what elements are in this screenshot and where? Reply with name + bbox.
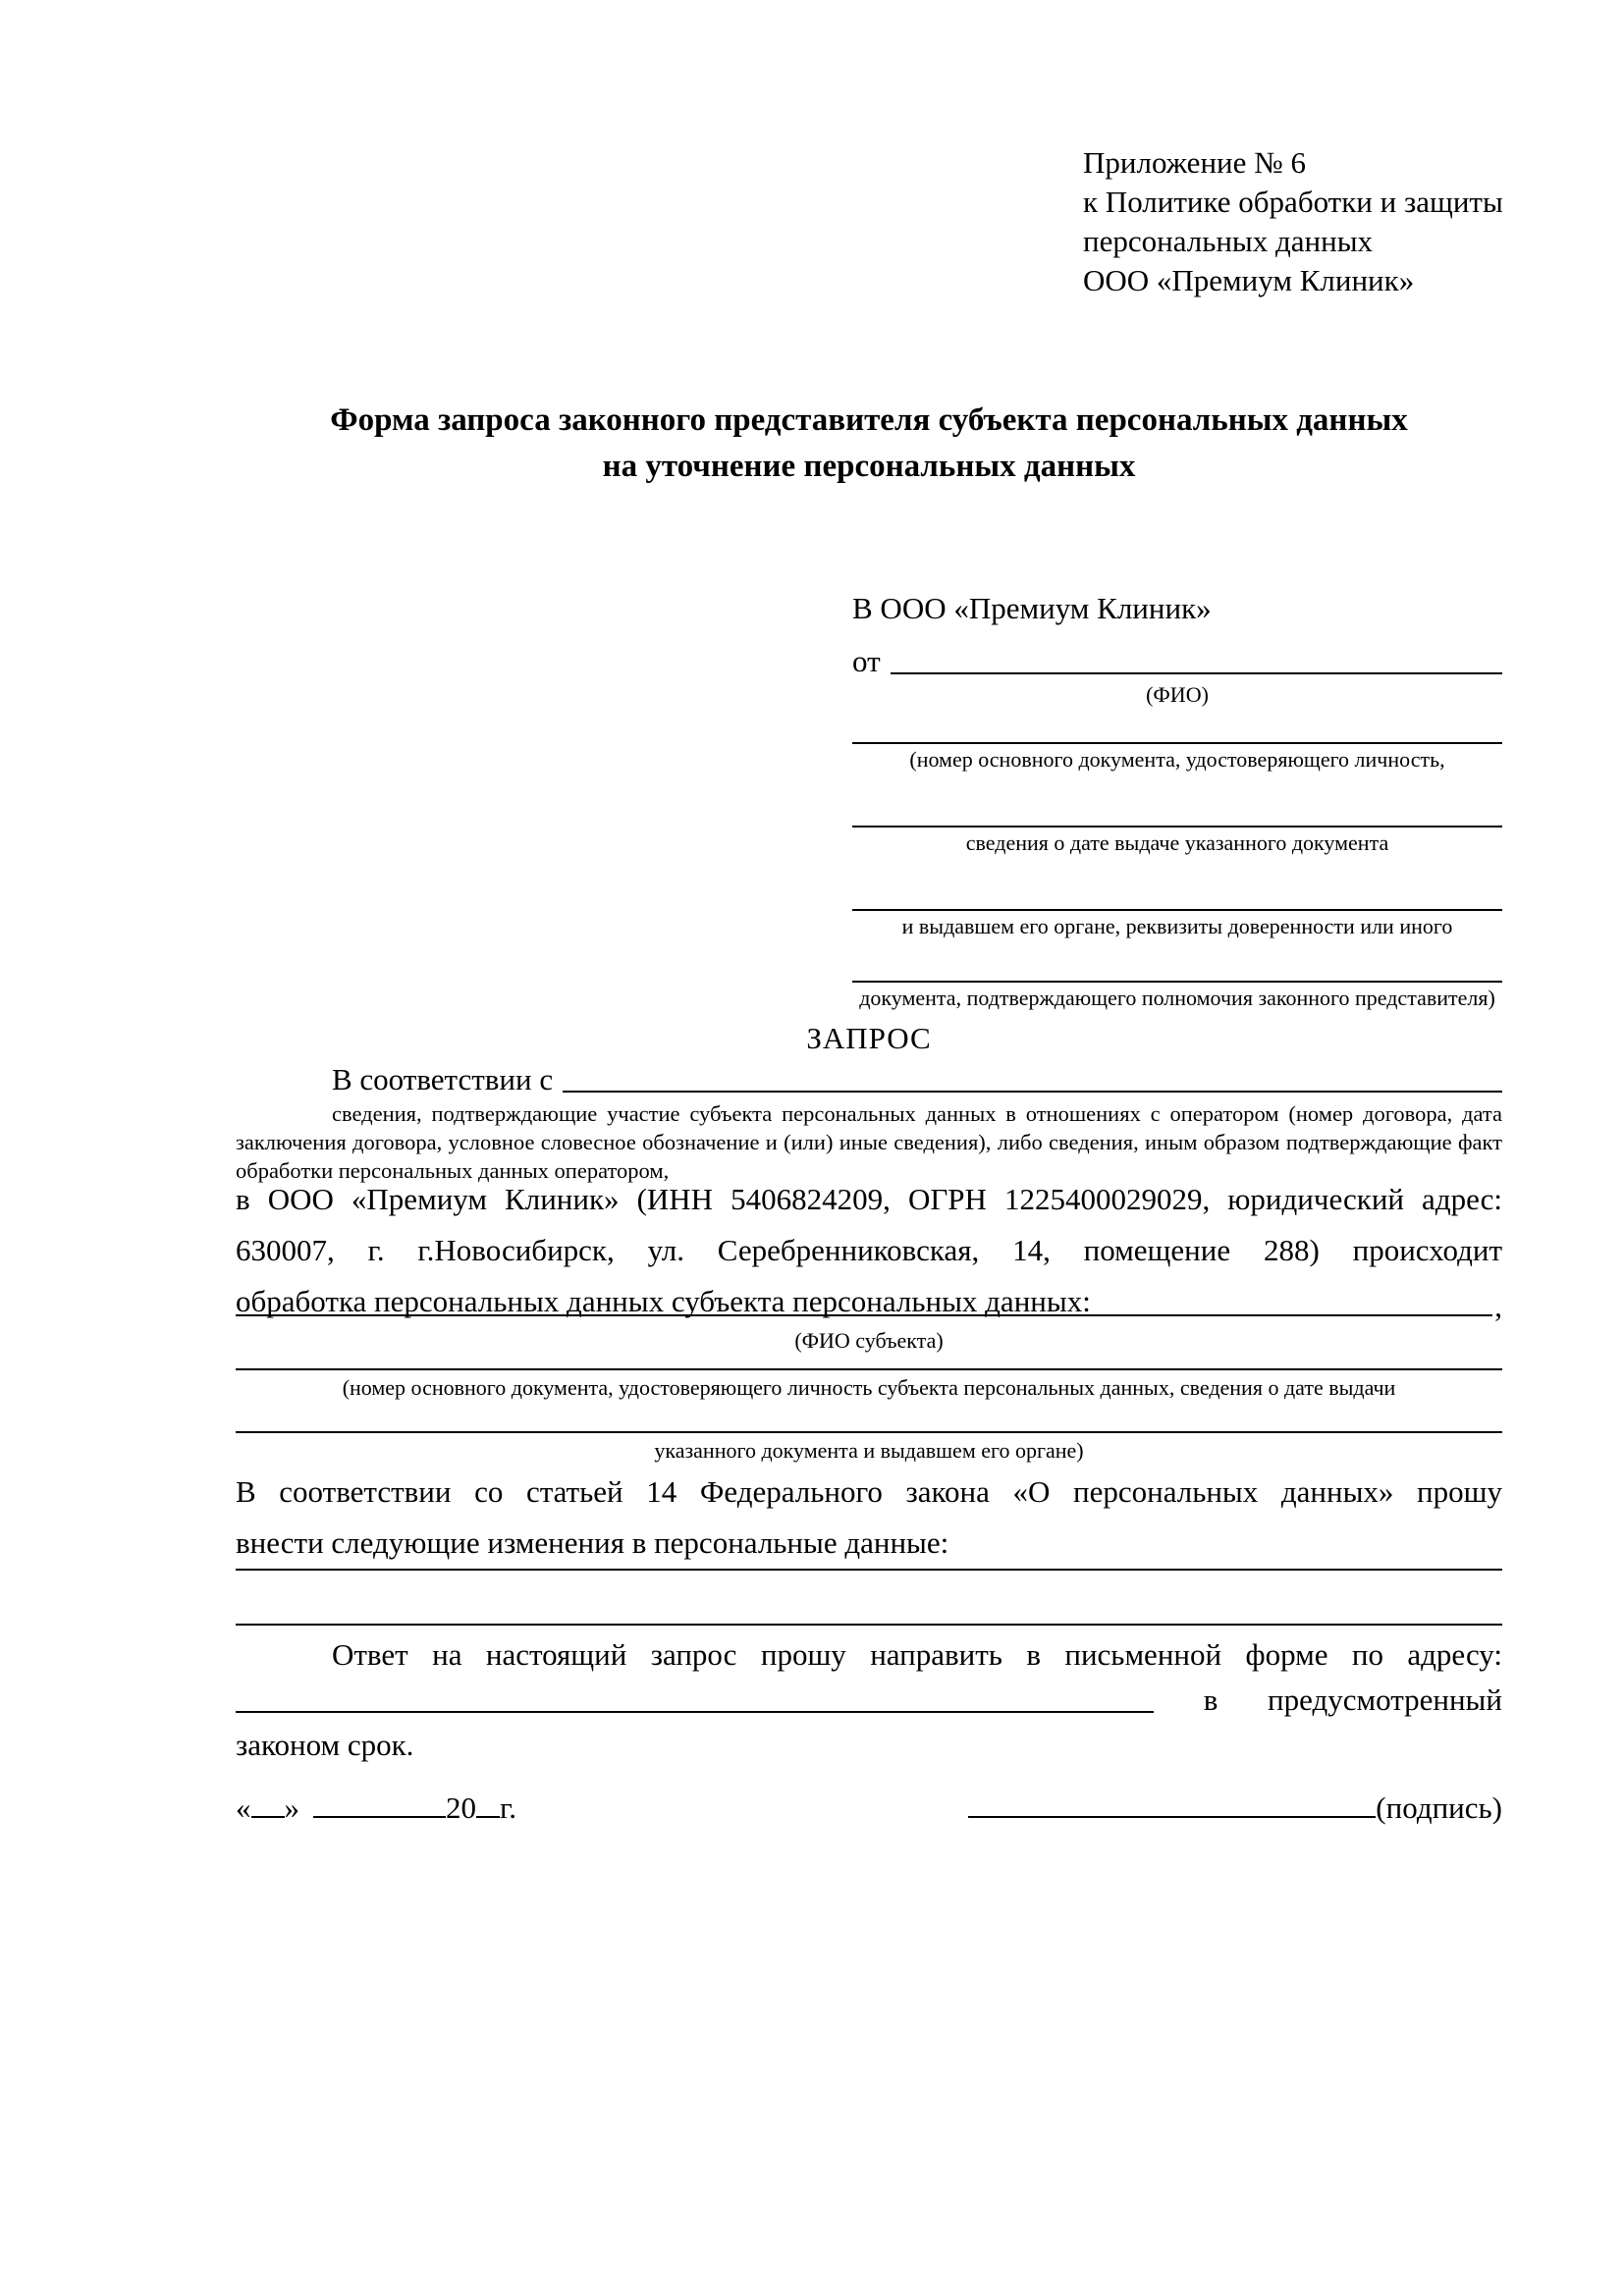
accordance-field <box>236 1054 1502 1097</box>
annex-line: ООО «Премиум Клиник» <box>1083 263 1415 297</box>
subject-doc-caption: указанного документа и выдавшем его органе) <box>654 1438 1084 1463</box>
law-line: В соответствии со статьей 14 Федерального закона «О персональных данных» прошу <box>236 1474 1502 1509</box>
signing-row <box>236 1789 1502 1828</box>
open-quote: « <box>236 1790 251 1825</box>
footnote-line: сведения, подтверждающие участие субъекта персональных данных в отношениях с оператором (номер договора, дата <box>332 1101 1502 1126</box>
annex-line: персональных данных <box>1083 224 1374 258</box>
trailing-comma: , <box>1494 1289 1502 1323</box>
from-label: от <box>852 644 881 678</box>
title-line: на уточнение персональных данных <box>602 449 1136 484</box>
blank-line <box>852 909 1502 911</box>
blank-line-caption: сведения о дате выдаче указанного документа <box>965 830 1389 855</box>
law-paragraph <box>236 1467 1502 1569</box>
addressee-organization: В ООО «Премиум Клиник» <box>852 591 1212 625</box>
from-blank-line <box>891 667 1502 674</box>
blank-line <box>852 742 1502 744</box>
signature-field <box>968 1789 1502 1828</box>
footnote-paragraph <box>236 1099 1502 1185</box>
addressee-block <box>852 589 1502 1011</box>
blank-line <box>236 1355 1502 1370</box>
annex-header <box>1083 143 1503 300</box>
signature-caption: (подпись) <box>1376 1790 1502 1825</box>
fio-caption: (ФИО) <box>1146 682 1209 707</box>
footnote-line: обработки персональных данных оператором, <box>236 1158 670 1183</box>
blank-line <box>236 1610 1502 1626</box>
blank-line <box>236 1705 1154 1713</box>
answer-line: Ответ на настоящий запрос прошу направить в письменной форме по адресу: <box>332 1637 1502 1672</box>
document-title <box>236 398 1502 490</box>
blank-signature-line <box>968 1812 1376 1818</box>
operator-line: 630007, г. г.Новосибирск, ул. Серебренниковская, 14, помещение 288) происходит <box>236 1233 1502 1267</box>
subject-fio-caption: (ФИО субъекта) <box>794 1328 944 1353</box>
blank-line <box>236 1417 1502 1433</box>
blank-line-caption: документа, подтверждающего полномочия законного представителя) <box>859 986 1495 1010</box>
blank-line <box>236 1308 1492 1316</box>
answer-address-field <box>236 1679 1502 1718</box>
subject-fio-field <box>236 1289 1502 1323</box>
blank-line <box>852 981 1502 983</box>
year-prefix: 20 <box>446 1790 476 1825</box>
operator-line: в ООО «Премиум Клиник» (ИНН 5406824209, ОГРН 1225400029029, юридический адрес: <box>236 1182 1502 1216</box>
blank-day <box>251 1812 285 1818</box>
title-line: Форма запроса законного представителя субъекта персональных данных <box>330 402 1408 438</box>
request-heading: ЗАПРОС <box>806 1021 932 1055</box>
blank-year <box>476 1812 500 1818</box>
annex-line: к Политике обработки и защиты <box>1083 185 1503 219</box>
date-field <box>236 1789 516 1828</box>
blank-line <box>563 1085 1502 1093</box>
blank-line-caption: (номер основного документа, удостоверяющего личность, <box>909 747 1445 772</box>
blank-line-caption: и выдавшем его органе, реквизиты доверенности или иного <box>901 914 1453 938</box>
from-field <box>852 636 1502 679</box>
accordance-label: В соответствии с <box>332 1062 554 1096</box>
subject-doc-caption: (номер основного документа, удостоверяющего личность субъекта персональных данных, сведения о дате выдачи <box>342 1375 1396 1400</box>
annex-line: Приложение № 6 <box>1083 145 1306 180</box>
blank-line <box>852 826 1502 828</box>
year-suffix: г. <box>500 1790 516 1825</box>
footnote-line: заключения договора, условное словесное обозначение и (или) иные сведения), либо сведения, иным образом подтверждающие факт <box>236 1130 1502 1154</box>
answer-word: в <box>1203 1682 1218 1717</box>
law-line: внести следующие изменения в персональные данные: <box>236 1525 949 1560</box>
answer-word: предусмотренный <box>1268 1682 1502 1717</box>
blank-month <box>313 1812 446 1818</box>
close-quote: » <box>284 1790 299 1825</box>
blank-line <box>236 1555 1502 1571</box>
answer-line: законом срок. <box>236 1728 414 1762</box>
operator-line: обработка персональных данных субъекта персональных данных: <box>236 1284 1091 1318</box>
